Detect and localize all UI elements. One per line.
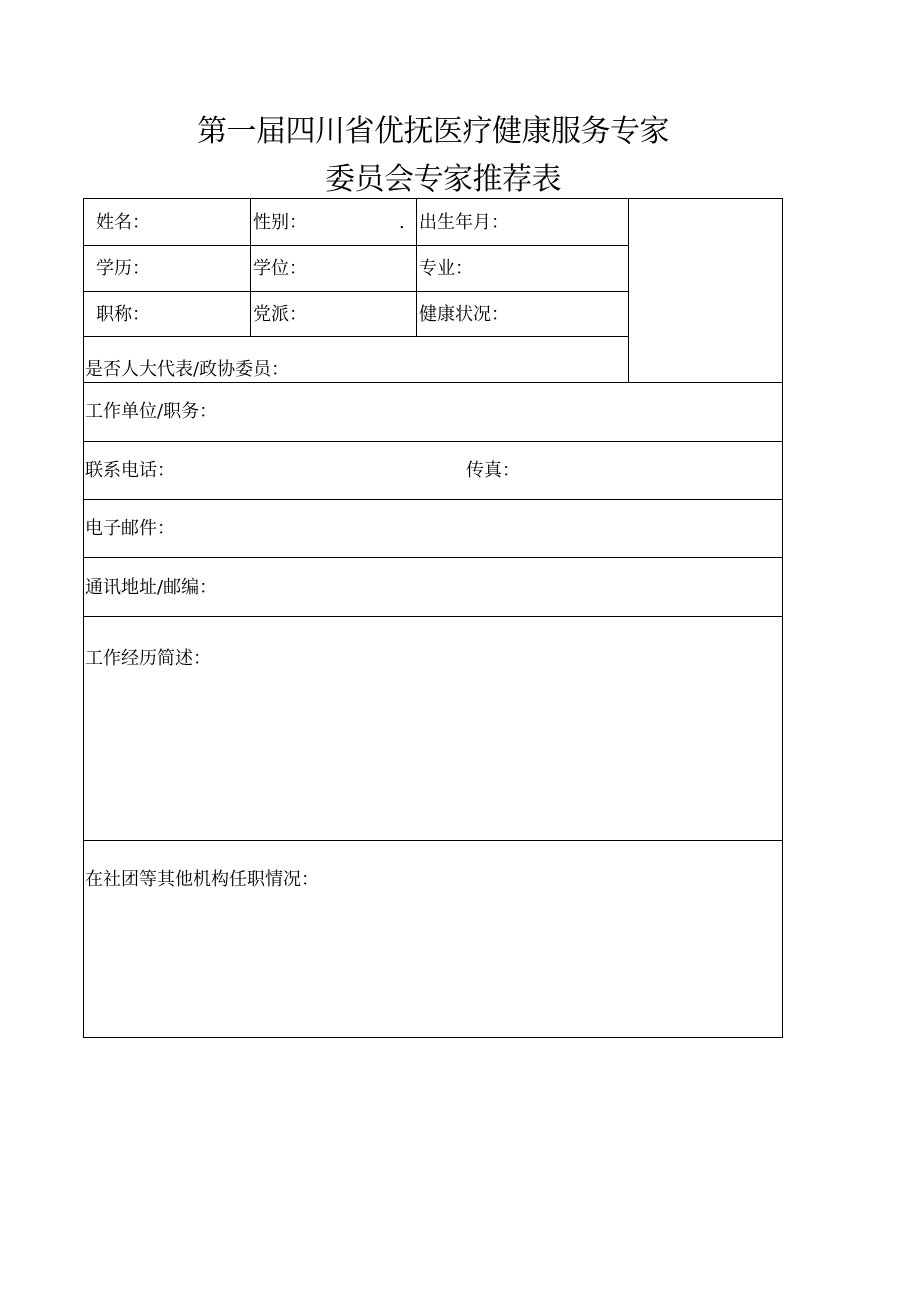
professional-title-label: 职称： (96, 304, 150, 325)
row-divider (83, 382, 783, 383)
column-divider (250, 198, 251, 337)
work-experience-label: 工作经历简述： (85, 648, 211, 669)
row-divider (83, 245, 629, 246)
photo-area[interactable] (629, 199, 782, 382)
address-label: 通讯地址/邮编： (85, 577, 218, 598)
form-title-line-2: 委员会专家推荐表 (325, 162, 561, 197)
degree-label: 学位： (253, 258, 307, 279)
gender-label: 性别： (253, 212, 307, 233)
table-bottom-border (83, 1037, 783, 1038)
column-divider (416, 198, 417, 337)
party-label: 党派： (253, 304, 307, 325)
table-right-border (782, 198, 783, 1038)
birth-date-label: 出生年月： (419, 212, 509, 233)
row-divider (83, 616, 783, 617)
gender-dot: . (399, 212, 405, 233)
npc-cppcc-label: 是否人大代表/政协委员： (85, 359, 290, 380)
row-divider (83, 840, 783, 841)
organization-roles-label: 在社团等其他机构任职情况： (85, 869, 319, 890)
email-label: 电子邮件： (85, 518, 175, 539)
row-divider (83, 557, 783, 558)
form-title-line-1: 第一届四川省优抚医疗健康服务专家 (197, 114, 669, 149)
name-label: 姓名： (96, 212, 150, 233)
table-left-border (83, 198, 84, 1038)
phone-label: 联系电话： (85, 460, 175, 481)
fax-label: 传真： (466, 460, 520, 481)
health-status-label: 健康状况： (419, 304, 509, 325)
row-divider (83, 291, 629, 292)
education-label: 学历： (96, 258, 150, 279)
row-divider (83, 336, 629, 337)
major-label: 专业： (419, 258, 473, 279)
row-divider (83, 499, 783, 500)
row-divider (83, 441, 783, 442)
work-unit-label: 工作单位/职务： (85, 401, 218, 422)
